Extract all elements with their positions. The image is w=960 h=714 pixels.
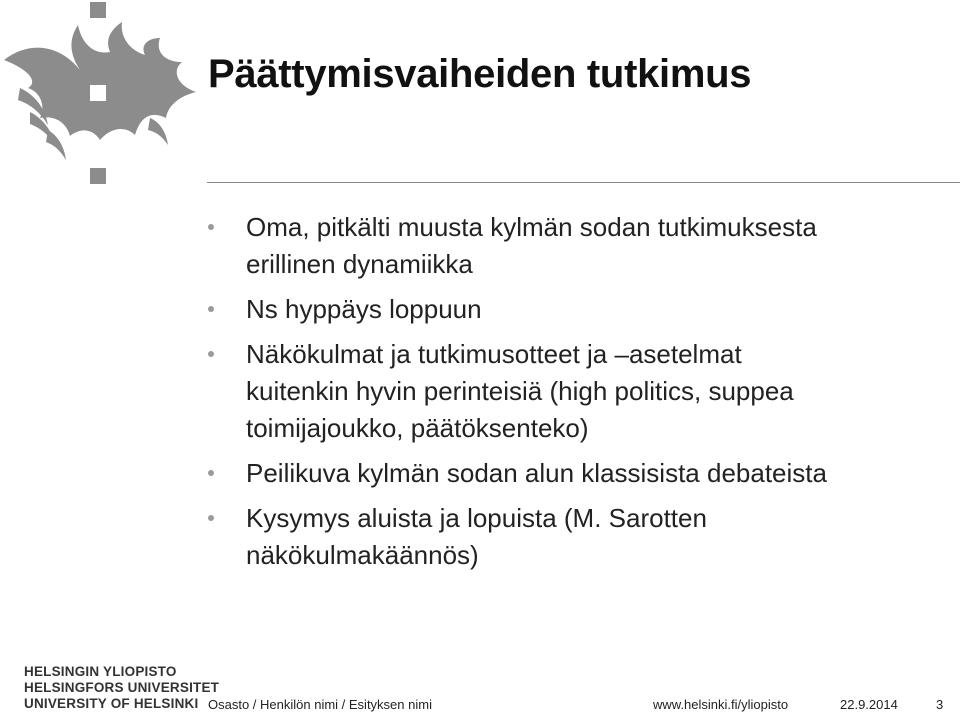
slide-title: Päättymisvaiheiden tutkimus <box>208 52 752 96</box>
bullet-list <box>206 209 946 582</box>
university-name-fi: HELSINGIN YLIOPISTO <box>24 664 177 679</box>
title-divider <box>207 182 960 183</box>
footer-date: 22.9.2014 <box>840 697 898 712</box>
bullet-line: Ns hyppäys loppuun <box>246 294 482 324</box>
bullet-item <box>206 291 946 328</box>
bullet-dot-icon <box>208 470 214 476</box>
university-flame-logo <box>0 0 200 190</box>
bullet-line: näkökulmakäännös) <box>246 540 479 570</box>
bullet-line: erillinen dynamiikka <box>246 249 473 279</box>
bullet-line: toimijajoukko, päätöksenteko) <box>246 413 589 443</box>
bullet-item <box>206 500 946 574</box>
bullet-dot-icon <box>208 224 214 230</box>
university-name-en: UNIVERSITY OF HELSINKI <box>24 696 199 711</box>
university-name-block <box>24 664 219 712</box>
page-number: 3 <box>936 697 944 712</box>
bullet-line: kuitenkin hyvin perinteisiä (high politics, suppea <box>246 376 794 406</box>
bullet-item <box>206 336 946 447</box>
bullet-line: Oma, pitkälti muusta kylmän sodan tutkimuksesta <box>246 212 817 242</box>
footer-url: www.helsinki.fi/yliopisto <box>653 697 789 712</box>
bullet-dot-icon <box>208 515 214 521</box>
footer-path: Osasto / Henkilön nimi / Esityksen nimi <box>208 697 432 712</box>
bullet-item <box>206 455 946 492</box>
bullet-line: Peilikuva kylmän sodan alun klassisista debateista <box>246 458 827 488</box>
bullet-dot-icon <box>208 306 214 312</box>
bullet-line: Kysymys aluista ja lopuista (M. Sarotten <box>246 503 707 533</box>
bullet-line: Näkökulmat ja tutkimusotteet ja –asetelmat <box>246 339 742 369</box>
bullet-item <box>206 209 946 283</box>
university-name-sv: HELSINGFORS UNIVERSITET <box>24 680 220 695</box>
bullet-dot-icon <box>208 351 214 357</box>
